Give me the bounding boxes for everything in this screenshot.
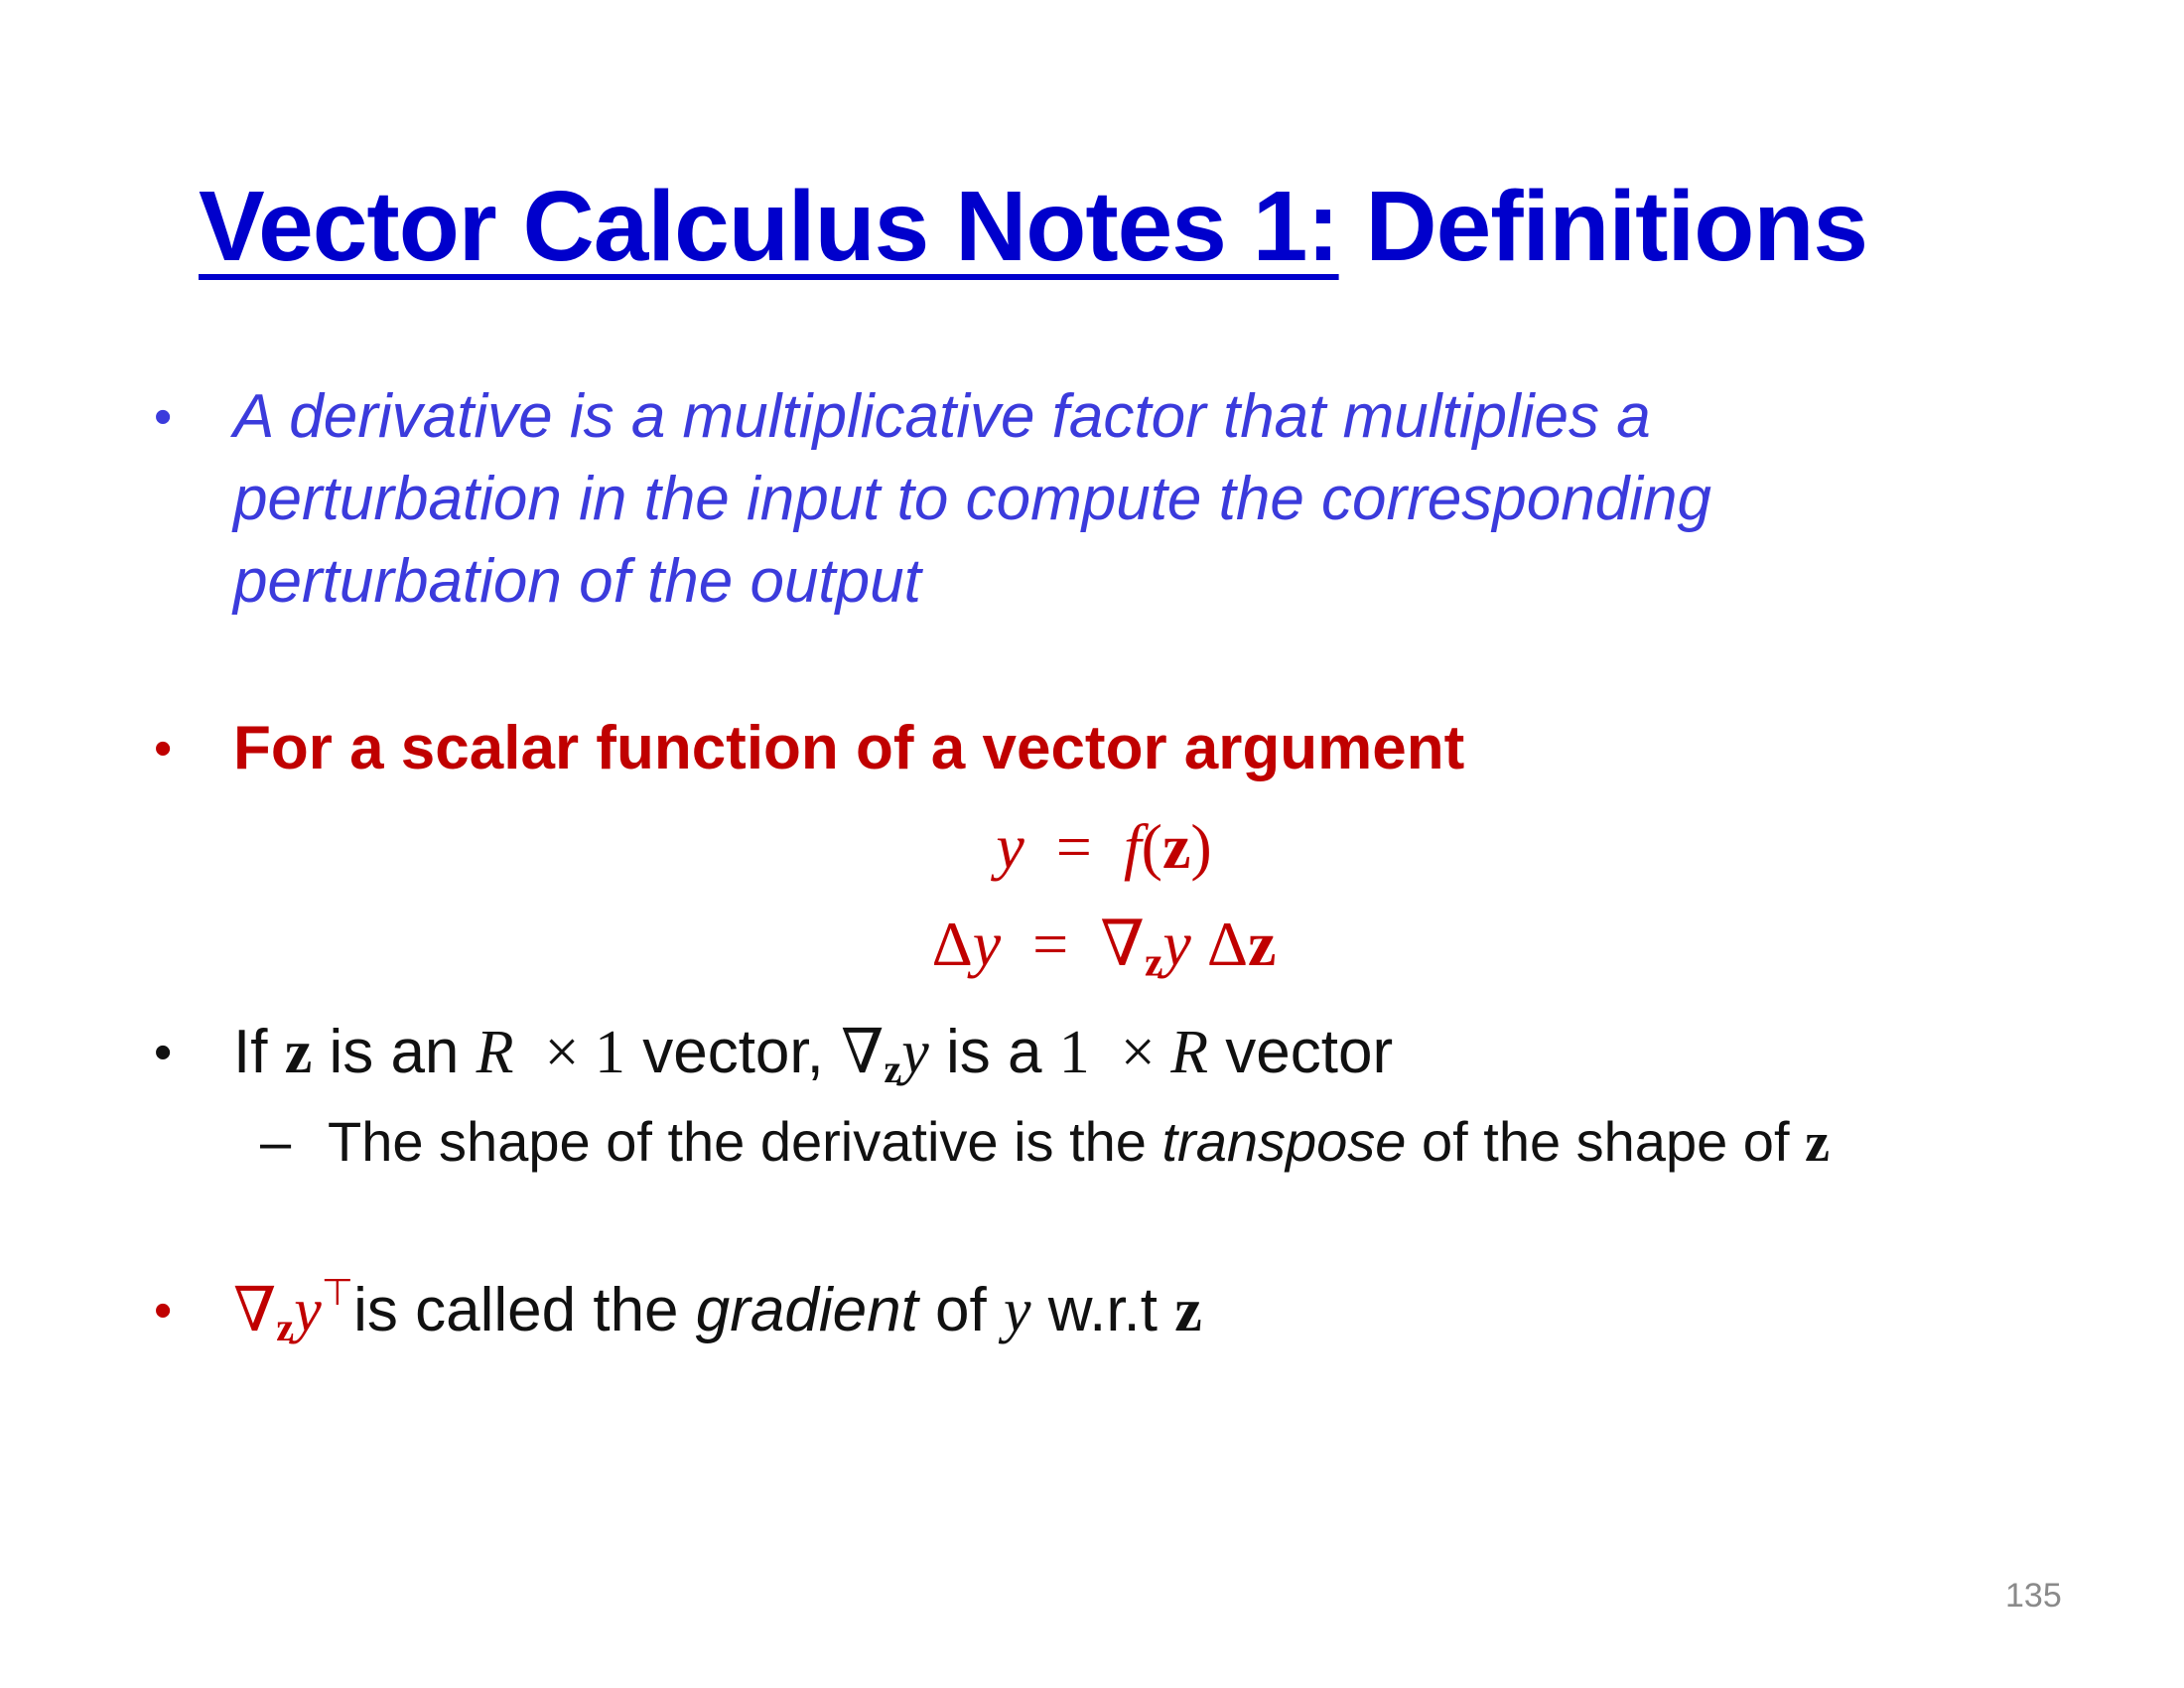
eq2-delta-rhs: Δ [1190, 909, 1248, 979]
eq2-y: y [972, 909, 1002, 979]
b3-one-times: 1 × [1058, 1019, 1171, 1086]
eq1-equals: = [1024, 811, 1124, 882]
sub-bullet-dash: – [260, 1110, 292, 1173]
bullet-1-line-2: perturbation in the input to compute the corresponding [233, 465, 1711, 533]
eq2-delta: Δ [931, 909, 973, 979]
b4-transpose-symbol: ⊤ [321, 1270, 354, 1313]
eq2-nabla-subscript-z: z [1144, 938, 1163, 985]
b3-nabla: ∇ [841, 1019, 885, 1086]
eq1-f: f [1123, 811, 1142, 882]
b3-z: z [284, 1019, 313, 1086]
b4-gradient: gradient [695, 1276, 918, 1344]
bullet-3-text [233, 1011, 1393, 1094]
bullet-dot: • [154, 1024, 173, 1081]
b3-is-an: is an [312, 1018, 477, 1086]
title-underlined: Vector Calculus Notes 1: [199, 171, 1339, 282]
b3-R: R [476, 1019, 514, 1086]
b4-nabla: ∇ [233, 1277, 277, 1344]
b3-y: y [901, 1019, 929, 1086]
equation-delta-y [12, 900, 2184, 989]
b3-vector: vector [1208, 1018, 1394, 1086]
sub-z: z [1805, 1112, 1830, 1174]
page-title [199, 167, 2035, 286]
eq1-open-paren: ( [1141, 811, 1162, 882]
bullet-dot: • [154, 388, 173, 446]
b4-of: of [917, 1276, 1004, 1344]
sub-part2: of the shape of [1406, 1110, 1806, 1173]
b4-is-called: is called the [353, 1276, 696, 1344]
eq2-y-rhs: y [1162, 909, 1191, 979]
bullet-2-text: For a scalar function of a vector argument [233, 714, 1465, 782]
b3-nabla-subscript-z: z [884, 1047, 902, 1092]
b4-nabla-subscript-z: z [276, 1305, 295, 1350]
b3-is-a: is a [928, 1018, 1059, 1086]
bullet-1-line-3: perturbation of the output [233, 547, 921, 616]
title-rest: Definitions [1338, 171, 1868, 282]
page-number: 135 [2005, 1577, 2062, 1615]
b3-R-2: R [1170, 1019, 1209, 1086]
eq1-y: y [996, 811, 1024, 882]
bullet-1-line-1: A derivative is a multiplicative factor that multiplies a [233, 382, 1651, 451]
bullet-dot: • [154, 720, 173, 777]
b4-y: y [294, 1277, 322, 1344]
b3-vector-comma: vector, [624, 1018, 842, 1086]
eq2-nabla: ∇ [1100, 909, 1145, 979]
b4-wrt: w.r.t [1030, 1276, 1175, 1344]
eq1-z: z [1161, 811, 1191, 882]
eq2-z-rhs: z [1247, 909, 1277, 979]
bullet-dot: • [154, 1282, 173, 1339]
equation-y-equals-f-z [12, 802, 2184, 892]
sub-bullet-text [328, 1102, 1830, 1183]
b3-times-1: × 1 [513, 1019, 625, 1086]
eq2-equals: = [1001, 909, 1101, 979]
bullet-4-text [233, 1269, 1202, 1352]
b3-if: If [233, 1018, 285, 1086]
sub-transpose: transpose [1161, 1110, 1407, 1173]
eq1-close-paren: ) [1190, 811, 1212, 882]
sub-part1: The shape of the derivative is the [328, 1110, 1162, 1173]
b4-y-2: y [1004, 1277, 1031, 1344]
b4-z: z [1174, 1277, 1202, 1344]
